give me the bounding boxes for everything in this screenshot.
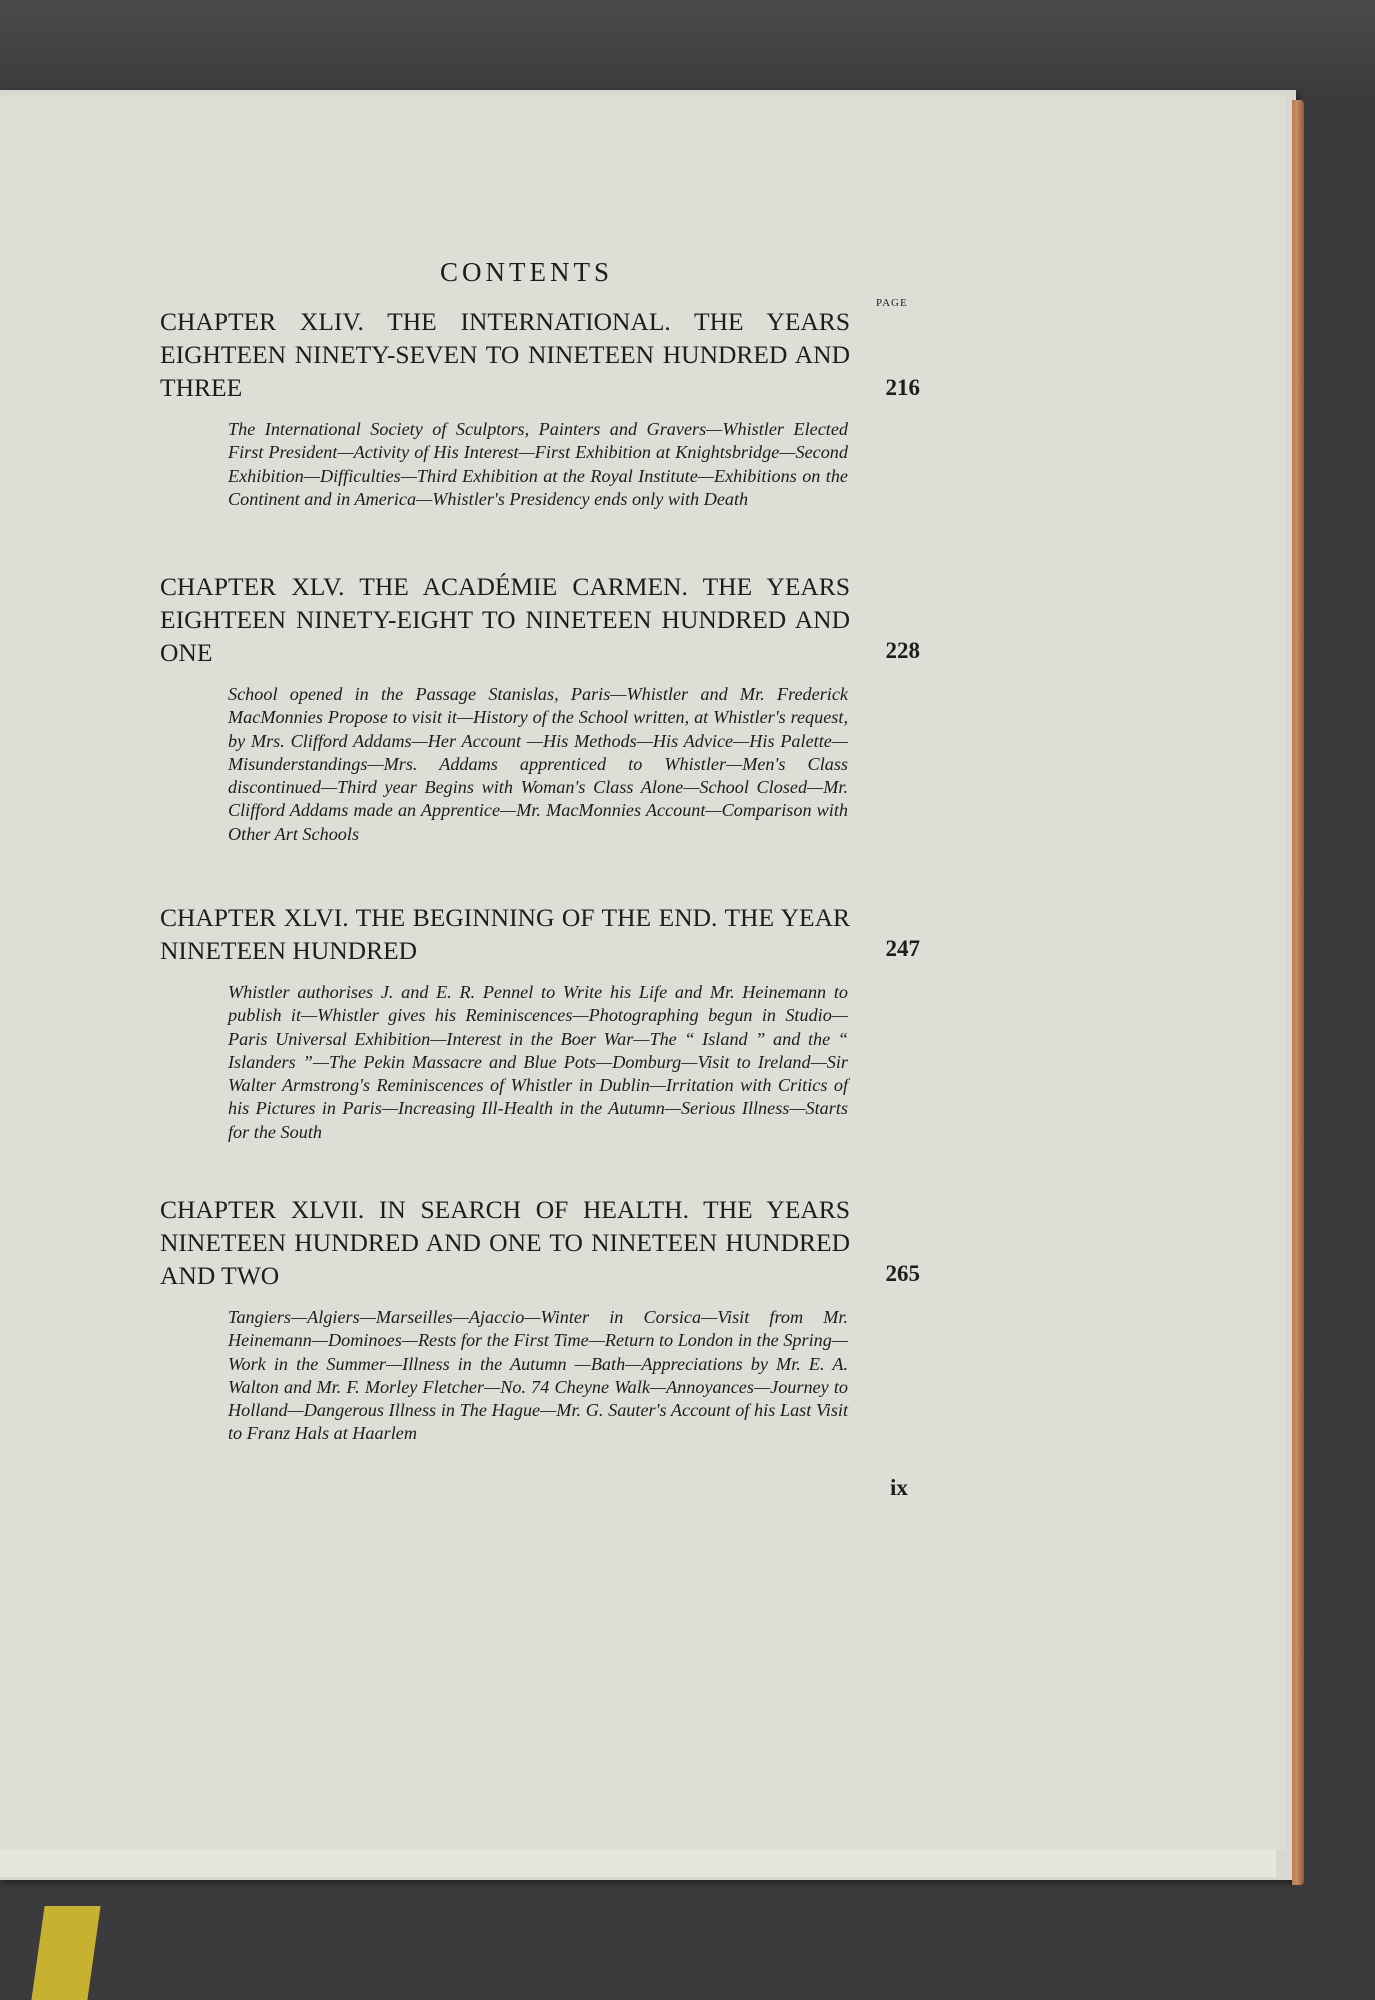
chapter-page-number: 216 xyxy=(885,375,920,400)
chapter-summary: Tangiers—Algiers—Marseilles—Ajaccio—Winter in Corsica—Visit from Mr. Heinemann—Dominoes—Rests for the First Time—Return to London in the Spring—Work in the Summer—Illness in the Autumn —Bath—Appreciations by Mr. E. A. Walton and Mr. F. Morley Fletcher—No. 74 Cheyne Walk—Annoyances—Journey to Holland—Dangerous Illness in The Hague—Mr. G. Sauter's Account of his Last Visit to Franz Hals at Haarlem xyxy=(228,1307,848,1444)
background xyxy=(0,0,1375,95)
chapter-page-number: 228 xyxy=(885,638,920,663)
chapter-heading: CHAPTER XLVII. IN SEARCH OF HEALTH. THE YEARS NINETEEN HUNDRED AND ONE TO NINETEEN HUNDRED AND TWO xyxy=(160,1195,850,1290)
book-page xyxy=(0,95,1285,1850)
chapter-page-number: 247 xyxy=(885,936,920,961)
chapter-summary: The International Society of Sculptors, Painters and Gravers—Whistler Elected First President—Activity of His Interest—First Exhibition at Knightsbridge—Second Exhibition—Difficulties—Third Exhibition at the Royal Institute—Exhibitions on the Continent and in America—Whistler's Presidency ends only with Death xyxy=(228,419,848,509)
page-title: CONTENTS xyxy=(440,257,613,287)
chapter-entry xyxy=(160,305,920,511)
page-folio: ix xyxy=(890,1475,908,1500)
page-column-label: PAGE xyxy=(876,297,908,309)
chapter-heading: CHAPTER XLIV. THE INTERNATIONAL. THE YEARS EIGHTEEN NINETY-SEVEN TO NINETEEN HUNDRED AND THREE xyxy=(160,307,850,402)
chapter-entry xyxy=(160,1193,920,1446)
bookmark-ribbon xyxy=(31,1906,100,2000)
chapter-page-number: 265 xyxy=(885,1261,920,1286)
chapter-entry xyxy=(160,570,920,846)
chapter-heading: CHAPTER XLV. THE ACADÉMIE CARMEN. THE YEARS EIGHTEEN NINETY-EIGHT TO NINETEEN HUNDRED AND ONE xyxy=(160,572,850,667)
chapter-summary: School opened in the Passage Stanislas, Paris—Whistler and Mr. Frederick MacMonnies Propose to visit it—History of the School written, at Whistler's request, by Mrs. Clifford Addams—Her Account —His Methods—His Advice—His Palette—Misunderstandings—Mrs. Addams apprenticed to Whistler—Men's Class discontinued—Third year Begins with Woman's Class Alone—School Closed—Mr. Clifford Addams made an Apprentice—Mr. MacMonnies Account—Comparison with Other Art Schools xyxy=(228,684,848,844)
chapter-summary: Whistler authorises J. and E. R. Pennel to Write his Life and Mr. Heinemann to publish it—Whistler gives his Reminiscences—Photographing begun in Studio—Paris Universal Exhibition—Interest in the Boer War—The “ Island ” and the “ Islanders ”—The Pekin Massacre and Blue Pots—Domburg—Visit to Ireland—Sir Walter Armstrong's Reminiscences of Whistler in Dublin—Irritation with Critics of his Pictures in Paris—Increasing Ill-Health in the Autumn—Serious Illness—Starts for the South xyxy=(228,982,848,1142)
chapter-entry xyxy=(160,901,920,1144)
page-edge xyxy=(1292,100,1304,1885)
page-leaves xyxy=(0,1848,1276,1877)
chapter-heading: CHAPTER XLVI. THE BEGINNING OF THE END. THE YEAR NINETEEN HUNDRED xyxy=(160,903,850,965)
